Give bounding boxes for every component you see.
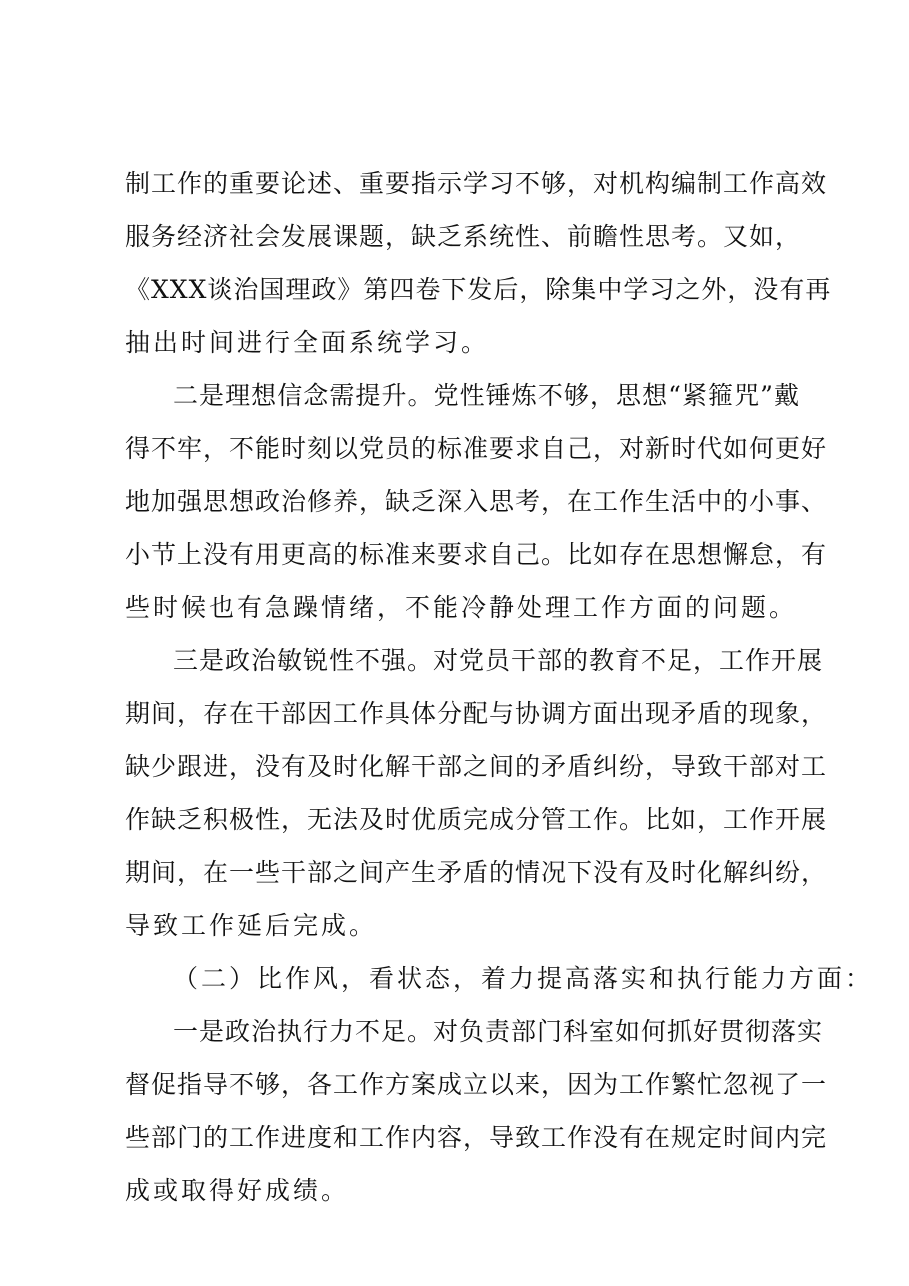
- text-line: 得不牢，不能时刻以党员的标准要求自己，对新时代如何更好: [125, 434, 828, 463]
- paragraph-start-line: 一是政治执行力不足。对负责部门科室如何抓好贯彻落实: [173, 1017, 824, 1046]
- text-line: 成或取得好成绩。: [125, 1176, 350, 1205]
- text-line: 期间，在一些干部之间产生矛盾的情况下没有及时化解纠纷，: [125, 858, 828, 887]
- text-line: 《XXX谈治国理政》第四卷下发后，除集中学习之外，没有再: [125, 275, 832, 304]
- paragraph-start-line: 三是政治敏锐性不强。对党员干部的教育不足，工作开展: [173, 646, 824, 675]
- text-line: 地加强思想政治修养，缺乏深入思考，在工作生活中的小事、: [125, 487, 828, 516]
- section-heading: （二）比作风，看状态，着力提高落实和执行能力方面：: [173, 964, 874, 993]
- text-line: 导致工作延后完成。: [125, 911, 378, 940]
- text-line: 作缺乏积极性，无法及时优质完成分管工作。比如，工作开展: [125, 805, 828, 834]
- text-line: 督促指导不够，各工作方案成立以来，因为工作繁忙忽视了一: [125, 1070, 828, 1099]
- text-line: 小节上没有用更高的标准来要求自己。比如存在思想懈怠，有: [125, 540, 828, 569]
- text-line: 缺少跟进，没有及时化解干部之间的矛盾纠纷，导致干部对工: [125, 752, 828, 781]
- text-line: 抽出时间进行全面系统学习。: [125, 328, 490, 357]
- text-line: 制工作的重要论述、重要指示学习不够，对机构编制工作高效: [125, 169, 828, 198]
- text-line: 些时候也有急躁情绪，不能冷静处理工作方面的问题。: [125, 593, 798, 622]
- paragraph-start-line: 二是理想信念需提升。党性锤炼不够，思想“紧箍咒”戴: [173, 381, 800, 410]
- text-line: 服务经济社会发展课题，缺乏系统性、前瞻性思考。又如，: [125, 222, 802, 251]
- text-line: 些部门的工作进度和工作内容，导致工作没有在规定时间内完: [125, 1123, 828, 1152]
- text-line: 期间，存在干部因工作具体分配与协调方面出现矛盾的现象，: [125, 699, 828, 728]
